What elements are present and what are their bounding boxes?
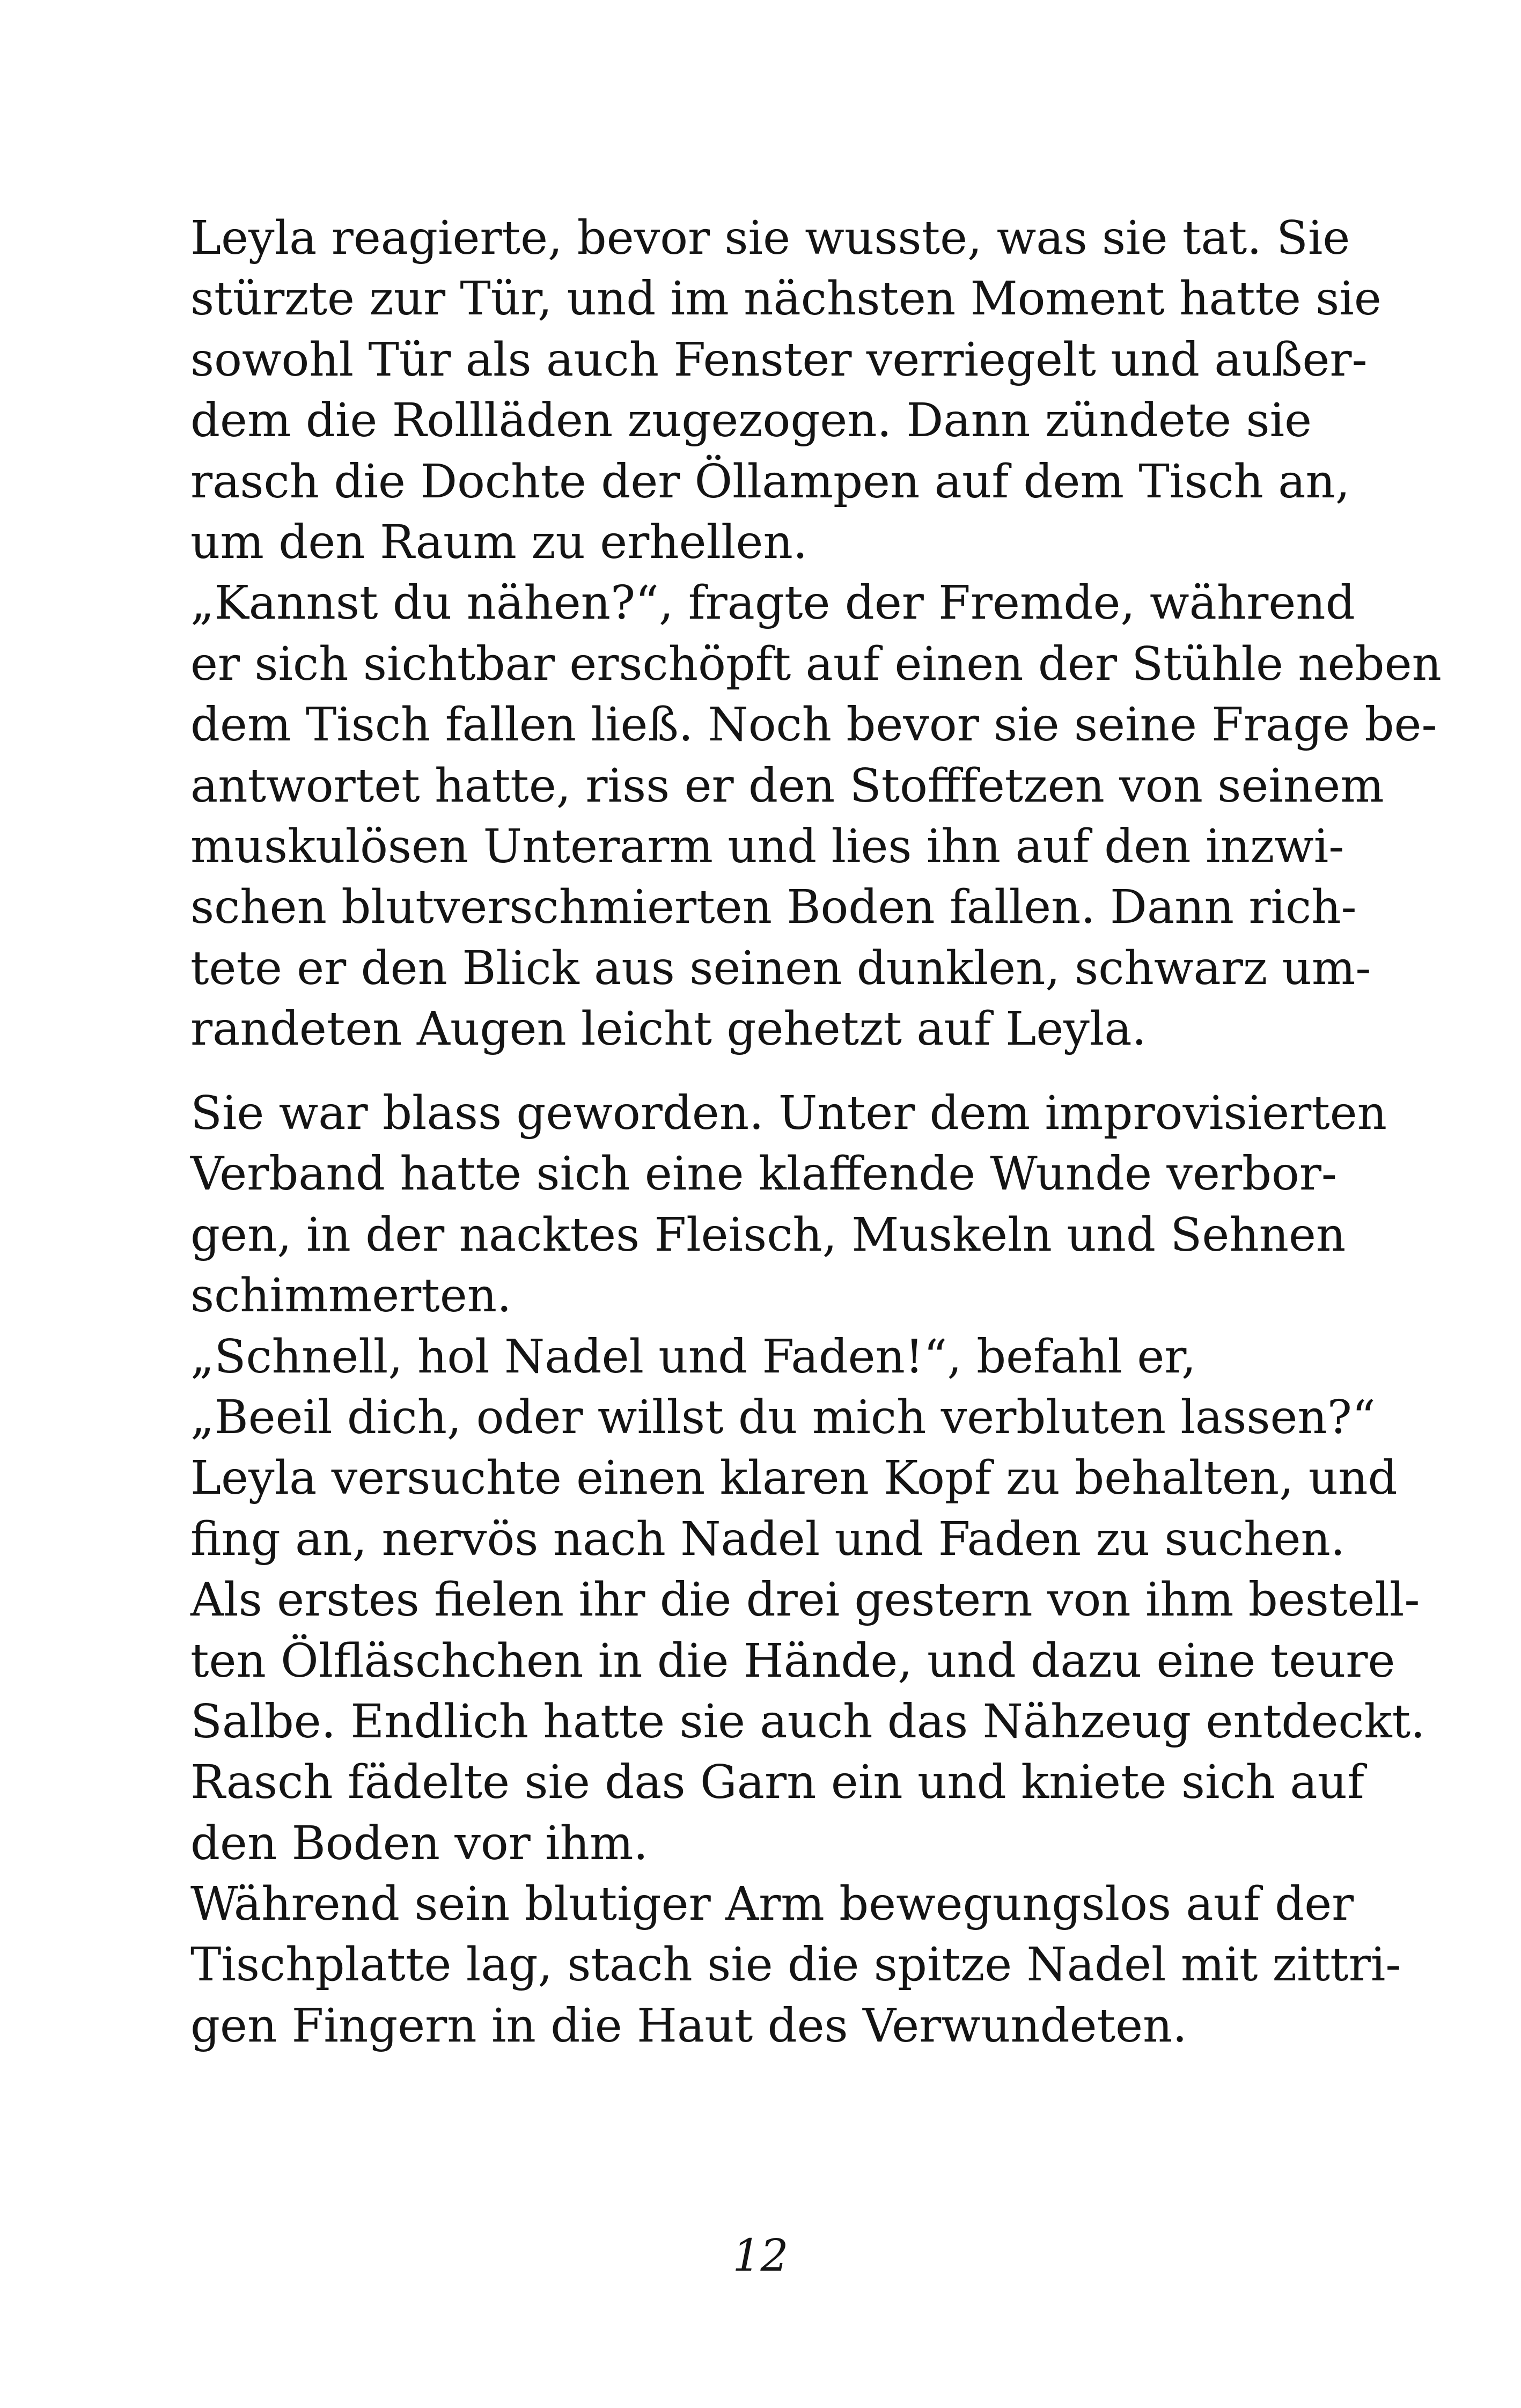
text-line: Sie war blass geworden. Unter dem improvisierten [190, 1086, 1387, 1140]
text-line: randeten Augen leicht gehetzt auf Leyla. [190, 1002, 1147, 1056]
text-line: „Schnell, hol Nadel und Faden!“, befahl er, [190, 1330, 1196, 1384]
text-line: muskulösen Unterarm und lies ihn auf den inzwi- [190, 819, 1344, 873]
text-line: fing an, nervös nach Nadel und Faden zu suchen. [190, 1512, 1346, 1566]
text-line: er sich sichtbar erschöpft auf einen der Stühle neben [190, 637, 1442, 691]
text-line: Tischplatte lag, stach sie die spitze Nadel mit zittri- [190, 1938, 1401, 1992]
text-line: Während sein blutiger Arm bewegungslos auf der [190, 1877, 1354, 1932]
text-line: Als erstes fielen ihr die drei gestern von ihm bestell- [190, 1573, 1420, 1627]
text-line: Verband hatte sich eine klaffende Wunde verbor- [190, 1147, 1337, 1201]
text-line: schimmerten. [190, 1269, 512, 1323]
text-line: antwortet hatte, riss er den Stofffetzen von seinem [190, 759, 1384, 813]
text-line: stürzte zur Tür, und im nächsten Moment hatte sie [190, 272, 1382, 326]
text-line: den Boden vor ihm. [190, 1816, 648, 1870]
paragraph-block-2 [190, 1083, 1426, 2057]
paragraph-block-1 [190, 208, 1442, 1060]
text-line: gen, in der nacktes Fleisch, Muskeln und Sehnen [190, 1208, 1346, 1262]
text-line: gen Fingern in die Haut des Verwundeten. [190, 1999, 1187, 2053]
text-line: rasch die Dochte der Öllampen auf dem Tisch an, [190, 454, 1350, 509]
text-line: dem die Rollläden zugezogen. Dann zündete sie [190, 394, 1312, 448]
text-line: Rasch fädelte sie das Garn ein und kniete sich auf [190, 1756, 1364, 1810]
text-line: schen blutverschmierten Boden fallen. Dann rich- [190, 880, 1357, 935]
text-line: Leyla reagierte, bevor sie wusste, was sie tat. Sie [190, 211, 1350, 265]
text-line: „Kannst du nähen?“, fragte der Fremde, während [190, 576, 1355, 630]
text-line: um den Raum zu erhellen. [190, 515, 808, 569]
text-line: tete er den Blick aus seinen dunklen, schwarz um- [190, 941, 1371, 995]
text-line: Leyla versuchte einen klaren Kopf zu behalten, und [190, 1451, 1398, 1506]
text-line: ten Ölfläschchen in die Hände, und dazu eine teure [190, 1634, 1395, 1688]
text-line: „Beeil dich, oder willst du mich verbluten lassen?“ [190, 1390, 1376, 1444]
text-line: sowohl Tür als auch Fenster verriegelt und außer- [190, 333, 1368, 387]
text-line: Salbe. Endlich hatte sie auch das Nähzeug entdeckt. [190, 1694, 1426, 1749]
text-line: dem Tisch fallen ließ. Noch bevor sie seine Frage be- [190, 698, 1437, 752]
page-number: 12 [732, 2230, 789, 2281]
